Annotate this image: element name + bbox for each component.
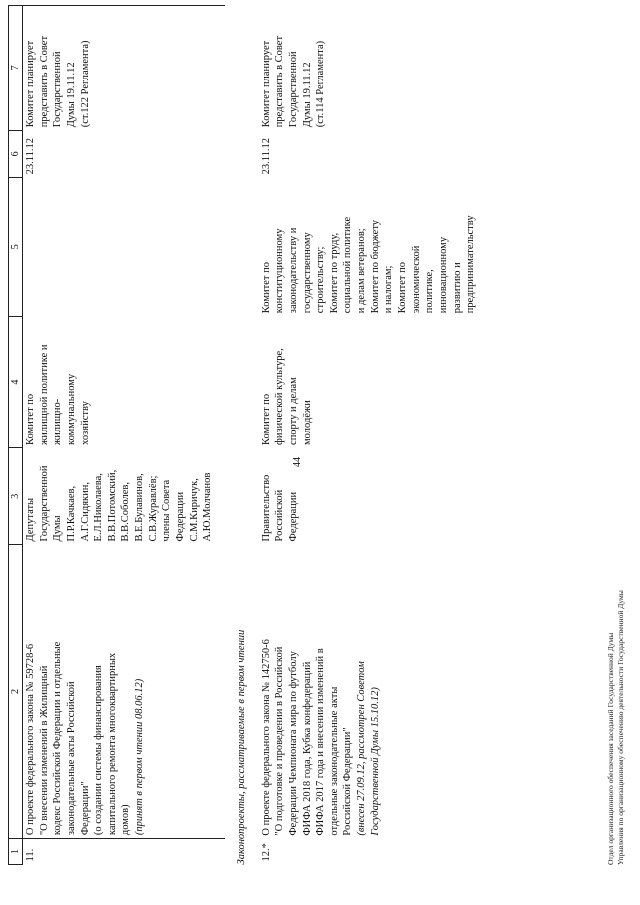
co-committees-line: законодательству и bbox=[287, 227, 299, 314]
bill-title-line: Федерации Чемпионата мира по футболу bbox=[287, 651, 299, 836]
bill-authors-line: В.Е.Булавинов, bbox=[134, 473, 146, 542]
rows-after-section bbox=[259, 6, 479, 865]
plan-note-line: Думы 19.11.12 bbox=[65, 62, 77, 128]
co-committees-line: развитию и bbox=[451, 262, 463, 314]
bill-authors-line: В.В.Потомский, bbox=[106, 469, 118, 542]
bill-authors bbox=[259, 448, 479, 544]
bill-authors-line: Депутаты bbox=[25, 497, 36, 542]
responsible-committee-line: коммунальному bbox=[65, 373, 77, 445]
item-number: 11. bbox=[25, 848, 36, 862]
co-committees-line: строительству; bbox=[315, 246, 327, 314]
co-committees-line: инновационному bbox=[437, 236, 449, 314]
bill-authors-line: П.Р.Качкаев, bbox=[65, 485, 77, 542]
bill-authors-line: Федерации bbox=[175, 491, 187, 542]
co-committees-line: и налогам; bbox=[383, 265, 395, 314]
bill-authors-line: С.В.Журавлёв; bbox=[147, 475, 159, 542]
co-committees-line: Комитет по bbox=[260, 262, 272, 314]
rows-before-section bbox=[23, 6, 226, 865]
bill-authors-line: А.Ю.Молчанов bbox=[202, 472, 214, 542]
responsible-committee-line: жилищной политике и bbox=[38, 344, 50, 445]
table-row bbox=[23, 6, 226, 865]
bill-authors-line: Федерации bbox=[287, 491, 299, 542]
bill-authors-line: В.В.Соболев, bbox=[120, 482, 132, 542]
plan-note bbox=[23, 6, 226, 131]
column-header-3: 3 bbox=[9, 448, 23, 544]
bill-title-line: законодательные акты Российской bbox=[65, 681, 77, 836]
bill-authors-line: Правительство bbox=[260, 474, 272, 542]
co-committees-line: и делам ветеранов; bbox=[356, 228, 368, 314]
column-header-7: 7 bbox=[9, 6, 23, 131]
plan-note-line: представить в Совет bbox=[38, 35, 50, 128]
responsible-committee-line: молодёжи bbox=[301, 400, 313, 445]
co-committees-line: политике, bbox=[424, 269, 436, 314]
bill-title-line: ФИФА 2017 года и внесении изменений в bbox=[315, 648, 327, 836]
responsible-committee bbox=[259, 316, 479, 448]
bill-title-line: О проекте федерального закона № 142750-6 bbox=[260, 639, 272, 836]
bill-title-line: "О внесении изменений в Жилищный bbox=[38, 665, 50, 836]
column-header-4: 4 bbox=[9, 316, 23, 448]
plan-note-line: Государственной bbox=[287, 51, 299, 128]
bill-authors-line: Е.Л.Николаева, bbox=[93, 473, 105, 542]
column-header-row bbox=[9, 6, 23, 865]
agenda-table bbox=[8, 5, 479, 865]
bill-authors bbox=[23, 448, 226, 544]
section-title-row bbox=[225, 6, 259, 865]
footer bbox=[606, 590, 626, 865]
review-date: 23.11.12 bbox=[25, 137, 36, 175]
co-committees-line: Комитет по труду, bbox=[328, 232, 340, 314]
column-header-5: 5 bbox=[9, 177, 23, 316]
co-committees-line: государственному bbox=[301, 232, 313, 314]
footer-line-2: Управления по организационному обеспечению деятельности Государственной Думы bbox=[616, 590, 626, 865]
plan-note-line: представить в Совет bbox=[274, 35, 286, 128]
item-number: 12.* bbox=[260, 843, 272, 862]
plan-note-line: Комитет планирует bbox=[260, 40, 272, 128]
plan-note-line: Думы 19.11.12 bbox=[301, 62, 313, 128]
bill-authors-line: Государственной bbox=[38, 465, 50, 542]
co-committees-line: социальной политике bbox=[342, 216, 354, 314]
column-header-1: 1 bbox=[9, 839, 23, 865]
footer-line-1: Отдел организационного обеспечения заседаний Государственной Думы bbox=[606, 632, 615, 865]
bill-title-line: ФИФА 2018 года, Кубка конфедераций bbox=[301, 661, 313, 836]
co-committees-line: предпринимательству bbox=[465, 215, 477, 314]
bill-title-line: кодекс Российской Федерации и отдельные bbox=[52, 641, 64, 836]
plan-note-line: Комитет планирует bbox=[25, 40, 36, 128]
co-committees-line: Комитет по бюджету bbox=[369, 219, 381, 314]
plan-note-line: (ст.114 Регламента) bbox=[315, 40, 327, 128]
review-date: 23.11.12 bbox=[260, 137, 272, 175]
responsible-committee-line: хозяйству bbox=[79, 401, 91, 445]
bill-title-line: "О подготовке и проведении в Российской bbox=[274, 646, 286, 836]
bill-title-line: Федерации" bbox=[79, 781, 91, 836]
responsible-committee-line: физической культуре, bbox=[274, 348, 286, 445]
bill-title-line: отдельные законодательные акты bbox=[328, 686, 340, 836]
bill-authors-line: Думы bbox=[52, 515, 64, 542]
plan-note-line: Государственной bbox=[52, 51, 64, 128]
column-header-6: 6 bbox=[9, 130, 23, 177]
bill-title-line: О проекте федерального закона № 59728-6 bbox=[25, 643, 36, 836]
plan-note bbox=[259, 6, 479, 131]
bill-authors-line: члены Совета bbox=[161, 479, 173, 542]
page-number: 44 bbox=[292, 457, 303, 467]
co-committees-line: экономической bbox=[410, 245, 422, 314]
responsible-committee-line: Комитет по bbox=[260, 393, 272, 445]
bill-status-line: (принят в первом чтении 08.06.12) bbox=[134, 678, 146, 836]
column-header-2: 2 bbox=[9, 544, 23, 838]
responsible-committee-line: Комитет по bbox=[25, 393, 36, 445]
bill-title-line: домов) bbox=[120, 804, 132, 836]
responsible-committee-line: жилищно- bbox=[52, 398, 64, 445]
bill-authors-line: С.М.Киричук, bbox=[188, 478, 200, 542]
bill-authors-line: Российской bbox=[274, 489, 286, 542]
bill-status-line: Государственной Думы 15.10.12) bbox=[369, 687, 381, 836]
co-committees bbox=[259, 177, 479, 316]
bill-title bbox=[23, 544, 226, 838]
plan-note-line: (ст.122 Регламента) bbox=[79, 40, 91, 128]
co-committees-line: конституционному bbox=[274, 228, 286, 314]
responsible-committee bbox=[23, 316, 226, 448]
bill-title-line: капитального ремонта многоквартирных bbox=[106, 652, 118, 836]
co-committees-line: Комитет по bbox=[397, 262, 409, 314]
bill-title bbox=[259, 544, 479, 838]
bill-title-line: (о создании системы финансирования bbox=[93, 665, 105, 836]
bill-authors-line: А.Г.Сидякин, bbox=[79, 481, 91, 542]
responsible-committee-line: спорту и делам bbox=[287, 377, 299, 445]
bill-title-line: Российской Федерации" bbox=[342, 727, 354, 836]
co-committees bbox=[23, 177, 226, 316]
section-title: Законопроекты, рассматриваемые в первом чтении bbox=[236, 629, 247, 865]
table-row bbox=[259, 6, 479, 865]
bill-status-line: (внесен 27.09.12, рассмотрен Советом bbox=[356, 661, 368, 836]
